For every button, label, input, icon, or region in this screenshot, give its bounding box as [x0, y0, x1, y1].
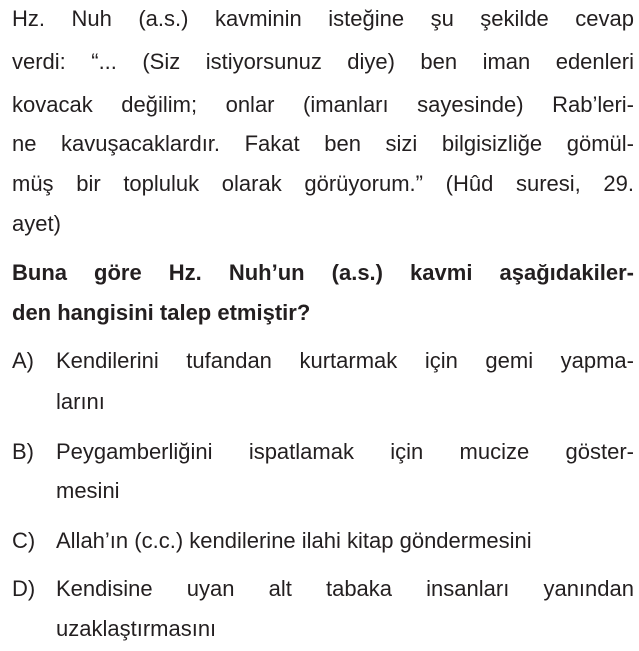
option-letter: A) [12, 348, 34, 373]
option-text: mesini [56, 478, 120, 503]
question-line: den hangisini talep etmiştir? [12, 300, 311, 325]
option-text: Kendilerini tufandan kurtarmak için gemi yapma- [56, 348, 634, 373]
option-text: uzaklaştırmasını [56, 616, 217, 641]
option-text: Kendisine uyan alt tabaka insanları yanından [56, 576, 634, 601]
passage-line: ayet) [12, 211, 61, 236]
option-text: larını [56, 389, 105, 414]
option-letter: C) [12, 528, 36, 553]
passage-line: ne kavuşacaklardır. Fakat ben sizi bilgisizliğe gömül- [12, 131, 634, 156]
question-line: Buna göre Hz. Nuh’un (a.s.) kavmi aşağıdakiler- [12, 260, 634, 285]
option-text: Allah’ın (c.c.) kendilerine ilahi kitap göndermesini [56, 528, 532, 553]
option-text: Peygamberliğini ispatlamak için mucize göster- [56, 439, 634, 464]
passage-line: kovacak değilim; onlar (imanları sayesinde) Rab’leri- [12, 92, 634, 117]
passage-line: müş bir topluluk olarak görüyorum.” (Hûd suresi, 29. [12, 171, 634, 196]
option-letter: D) [12, 576, 36, 601]
option-letter: B) [12, 439, 34, 464]
passage-line: Hz. Nuh (a.s.) kavminin isteğine şu şekilde cevap [12, 6, 634, 31]
passage-line: verdi: “... (Siz istiyorsunuz diye) ben iman edenleri [12, 49, 634, 74]
